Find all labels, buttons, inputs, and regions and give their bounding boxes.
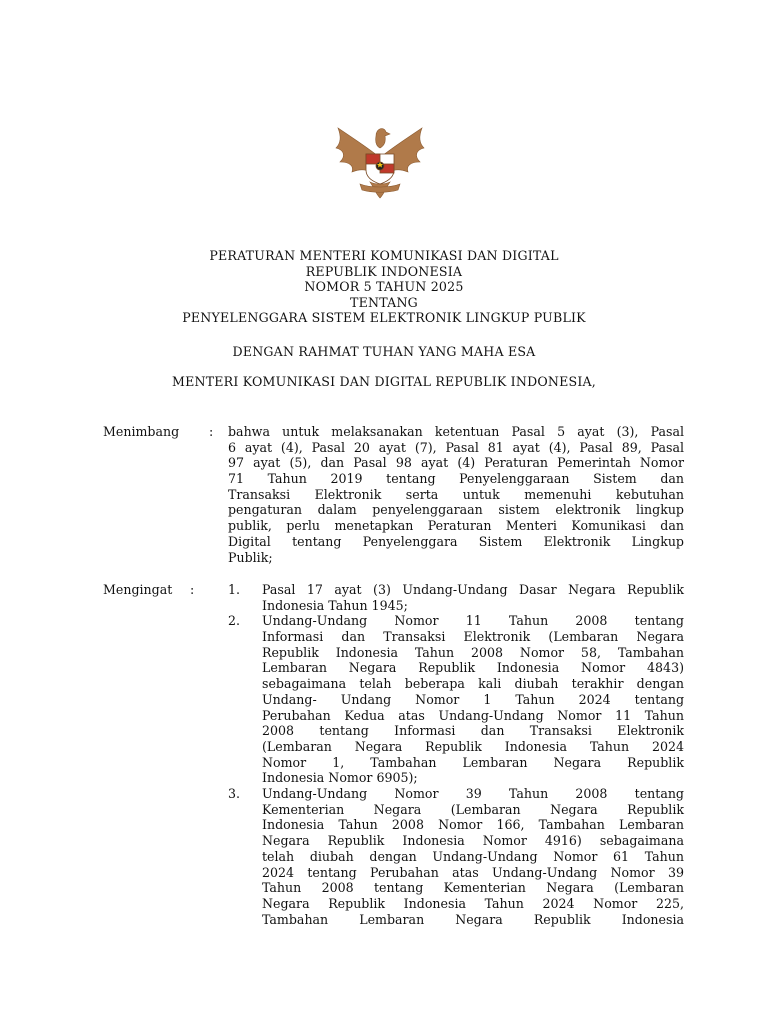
menimbang-colon: : bbox=[209, 424, 214, 439]
text-line: Digital tentang Penyelenggara Sistem Elektronik Lingkup bbox=[228, 533, 684, 549]
text-line: Undang-Undang Nomor 39 Tahun 2008 tentang bbox=[262, 786, 684, 802]
list-item bbox=[262, 582, 684, 613]
heading-line-4: TENTANG bbox=[350, 294, 418, 310]
heading-line-2: REPUBLIK INDONESIA bbox=[305, 263, 463, 279]
invocation bbox=[0, 344, 768, 360]
text-line: Publik; bbox=[228, 549, 273, 565]
menimbang-label: Menimbang bbox=[103, 424, 180, 439]
heading-line-5: PENYELENGGARA SISTEM ELEKTRONIK LINGKUP PUBLIK bbox=[182, 310, 586, 325]
text-line: 71 Tahun 2019 tentang Penyelenggaraan Sistem dan bbox=[228, 471, 684, 487]
list-item bbox=[262, 613, 684, 786]
heading-line-1: PERATURAN MENTERI KOMUNIKASI DAN DIGITAL bbox=[209, 248, 559, 263]
text-line: Negara Republik Indonesia Nomor 4916) sebagaimana bbox=[262, 833, 684, 849]
list-item-number: 2. bbox=[228, 613, 241, 629]
mengingat-colon: : bbox=[190, 582, 195, 597]
text-line: Lembaran Negara Republik Indonesia Nomor 4843) bbox=[262, 660, 684, 676]
invocation-text: DENGAN RAHMAT TUHAN YANG MAHA ESA bbox=[232, 344, 536, 359]
text-line: Indonesia Tahun 2008 Nomor 166, Tambahan Lembaran bbox=[262, 817, 684, 833]
text-line: Indonesia Nomor 6905); bbox=[262, 770, 418, 786]
text-line: sebagaimana telah beberapa kali diubah terakhir dengan bbox=[262, 676, 684, 692]
text-line: telah diubah dengan Undang-Undang Nomor 61 Tahun bbox=[262, 848, 684, 864]
list-item-number: 1. bbox=[228, 582, 241, 597]
garuda-emblem-icon bbox=[330, 118, 430, 200]
text-line: Undang- Undang Nomor 1 Tahun 2024 tentang bbox=[262, 691, 684, 707]
text-line: Negara Republik Indonesia Tahun 2024 Nomor 225, bbox=[262, 895, 684, 911]
text-line: Nomor 1, Tambahan Lembaran Negara Republik bbox=[262, 754, 684, 770]
text-line: Kementerian Negara (Lembaran Negara Republik bbox=[262, 801, 684, 817]
text-line: Tahun 2008 tentang Kementerian Negara (Lembaran bbox=[262, 880, 684, 896]
authority-text: MENTERI KOMUNIKASI DAN DIGITAL REPUBLIK INDONESIA, bbox=[171, 374, 597, 389]
text-line: bahwa untuk melaksanakan ketentuan Pasal 5 ayat (3), Pasal bbox=[228, 424, 684, 439]
list-item-number: 3. bbox=[228, 786, 241, 802]
text-line: publik, perlu menetapkan Peraturan Menteri Komunikasi dan bbox=[228, 518, 684, 534]
text-line: Informasi dan Transaksi Elektronik (Lembaran Negara bbox=[262, 629, 684, 645]
list-item bbox=[262, 786, 684, 927]
regulation-heading bbox=[0, 248, 768, 326]
text-line: 6 ayat (4), Pasal 20 ayat (7), Pasal 81 ayat (4), Pasal 89, Pasal bbox=[228, 439, 684, 455]
text-line: pengaturan dalam penyelenggaraan sistem elektronik lingkup bbox=[228, 502, 684, 518]
menimbang-paragraph bbox=[228, 424, 684, 565]
text-line: Transaksi Elektronik serta untuk memenuhi kebutuhan bbox=[228, 486, 684, 502]
text-line: 97 ayat (5), dan Pasal 98 ayat (4) Peraturan Pemerintah Nomor bbox=[228, 455, 684, 471]
mengingat-label: Mengingat bbox=[103, 582, 173, 597]
text-line: Undang-Undang Nomor 11 Tahun 2008 tentang bbox=[262, 613, 684, 629]
text-line: 2008 tentang Informasi dan Transaksi Elektronik bbox=[262, 723, 684, 739]
authority bbox=[0, 374, 768, 390]
heading-line-3: NOMOR 5 TAHUN 2025 bbox=[304, 279, 464, 294]
text-line: Republik Indonesia Tahun 2008 Nomor 58, Tambahan bbox=[262, 644, 684, 660]
text-line: (Lembaran Negara Republik Indonesia Tahun 2024 bbox=[262, 738, 684, 754]
text-line: Pasal 17 ayat (3) Undang-Undang Dasar Negara Republik bbox=[262, 582, 684, 597]
text-line: Indonesia Tahun 1945; bbox=[262, 597, 408, 613]
text-line: Tambahan Lembaran Negara Republik Indonesia bbox=[262, 911, 684, 927]
text-line: 2024 tentang Perubahan atas Undang-Undang Nomor 39 bbox=[262, 864, 684, 880]
text-line: Perubahan Kedua atas Undang-Undang Nomor 11 Tahun bbox=[262, 707, 684, 723]
